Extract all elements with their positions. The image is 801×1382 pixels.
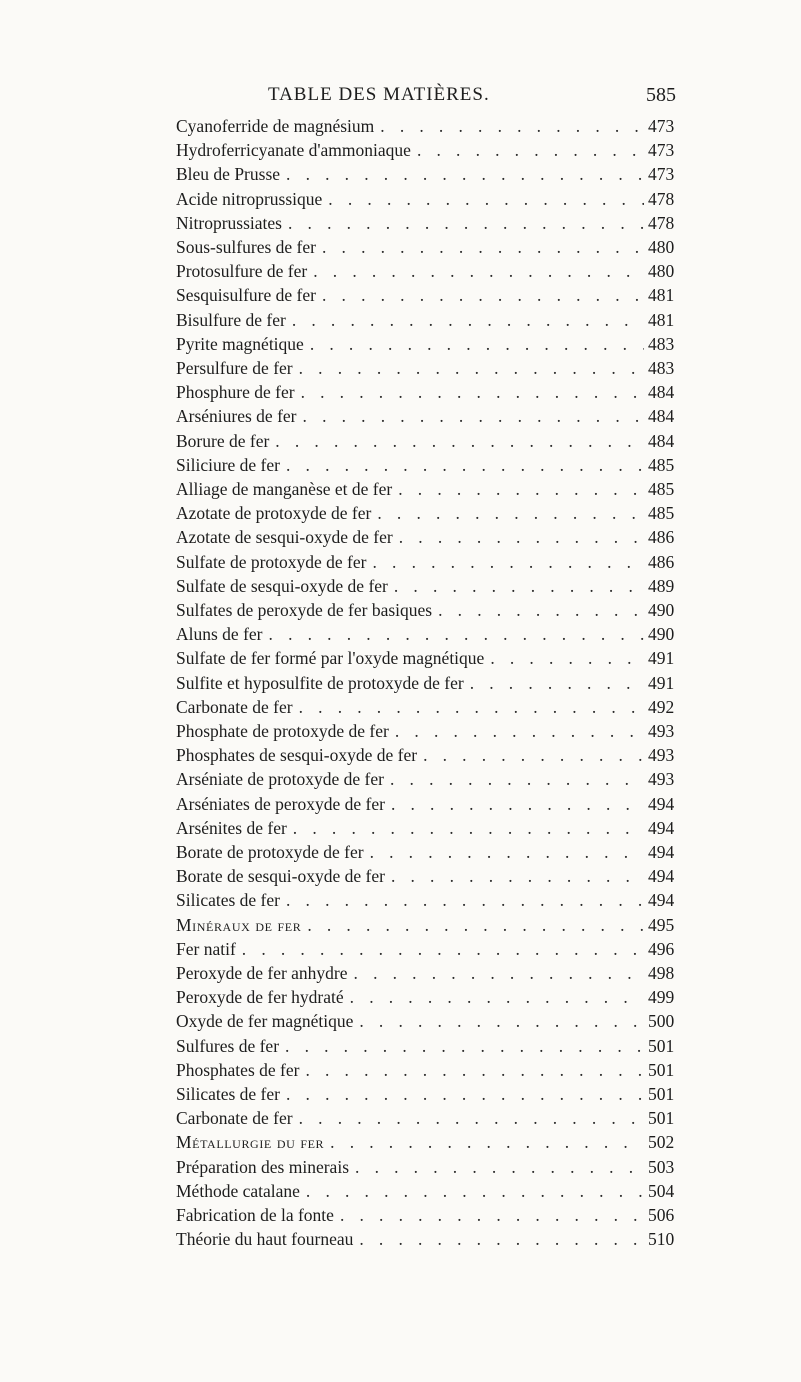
toc-entry-label: Préparation des minerais bbox=[176, 1156, 350, 1177]
toc-entry-label: Sulfures de fer bbox=[176, 1035, 280, 1056]
dot-leader bbox=[394, 574, 644, 598]
toc-entry bbox=[176, 864, 686, 888]
toc-entry-label: Silicates de fer bbox=[176, 1084, 280, 1104]
toc-entry-page: 491 bbox=[648, 672, 675, 693]
toc-entry bbox=[176, 356, 686, 380]
toc-entry-label: Aluns de fer bbox=[176, 624, 263, 645]
toc-entry bbox=[176, 1106, 686, 1130]
toc-entry-label: Arsénites de fer bbox=[176, 817, 287, 838]
dot-leader bbox=[269, 622, 644, 646]
dot-leader bbox=[391, 864, 644, 888]
toc-entry bbox=[176, 404, 686, 428]
toc-entry-page: 496 bbox=[648, 938, 675, 959]
dot-leader bbox=[275, 429, 644, 453]
toc-entry-label: Phosphure de fer bbox=[176, 382, 295, 403]
toc-entry-label: Phosphate de protoxyde de fer bbox=[176, 721, 389, 741]
dot-leader bbox=[306, 1179, 644, 1203]
toc-entry bbox=[176, 1130, 686, 1154]
toc-entry-page: 489 bbox=[648, 575, 675, 596]
toc-entry-label: Silicates de fer bbox=[176, 890, 280, 911]
toc-entry-label: Carbonate de fer bbox=[176, 696, 293, 717]
toc-entry bbox=[176, 671, 686, 695]
dot-leader bbox=[354, 961, 644, 985]
toc-entry-page: 501 bbox=[648, 1035, 675, 1056]
toc-entry-page: 493 bbox=[648, 769, 675, 790]
toc-entry-page: 506 bbox=[648, 1205, 675, 1225]
dot-leader bbox=[288, 211, 644, 235]
dot-leader bbox=[417, 138, 644, 162]
toc-entry-label: Peroxyde de fer anhydre bbox=[176, 963, 348, 983]
toc-entry-page: 485 bbox=[648, 503, 675, 524]
toc-entry-page: 498 bbox=[648, 963, 675, 983]
toc-entry bbox=[176, 622, 686, 646]
toc-entry-page: 510 bbox=[648, 1229, 675, 1250]
toc-entry-label: Phosphates de sesqui-oxyde de fer bbox=[176, 745, 418, 766]
toc-entry-page: 494 bbox=[648, 866, 675, 887]
toc-entry bbox=[176, 598, 686, 622]
toc-entry bbox=[176, 114, 686, 138]
toc-entry-page: 473 bbox=[648, 140, 675, 161]
header-title: TABLE DES MATIÈRES. bbox=[268, 84, 490, 105]
dot-leader bbox=[359, 1009, 644, 1033]
toc-entry bbox=[176, 477, 686, 501]
dot-leader bbox=[372, 550, 644, 574]
toc-entry bbox=[176, 1203, 686, 1227]
toc-entry-label: Cyanoferride de magnésium bbox=[176, 116, 375, 136]
toc-entry-page: 501 bbox=[648, 1108, 675, 1129]
toc-entry-label: Arséniates de peroxyde de fer bbox=[176, 793, 385, 814]
toc-entry-label: Carbonate de fer bbox=[176, 1108, 293, 1129]
toc-entry-label: Siliciure de fer bbox=[176, 454, 280, 475]
toc-entry-label: Borate de sesqui-oxyde de fer bbox=[176, 866, 385, 887]
toc-entry-label: Sous-sulfures de fer bbox=[176, 237, 316, 257]
toc-entry-label: Minéraux de fer bbox=[176, 914, 302, 935]
toc-entry-label: Sulfate de fer formé par l'oxyde magnétique bbox=[176, 648, 485, 669]
dot-leader bbox=[303, 404, 644, 428]
dot-leader bbox=[470, 671, 644, 695]
toc-entry-page: 490 bbox=[648, 624, 675, 645]
toc-entry-label: Sulfite et hyposulfite de protoxyde de fer bbox=[176, 672, 464, 693]
toc-entry-page: 486 bbox=[648, 551, 675, 572]
toc-entry bbox=[176, 283, 686, 307]
toc-entry-label: Acide nitroprussique bbox=[176, 188, 323, 209]
toc-entry-label: Sesquisulfure de fer bbox=[176, 285, 316, 306]
toc-entry-label: Peroxyde de fer hydraté bbox=[176, 987, 344, 1008]
toc-entry-label: Alliage de manganèse et de fer bbox=[176, 479, 393, 499]
toc-entry-label: Persulfure de fer bbox=[176, 358, 293, 378]
toc-entry-label: Sulfate de protoxyde de fer bbox=[176, 551, 367, 572]
toc-entry-page: 485 bbox=[648, 479, 675, 499]
toc-entry bbox=[176, 840, 686, 864]
dot-leader bbox=[395, 719, 644, 743]
toc-entry-page: 481 bbox=[648, 309, 675, 330]
dot-leader bbox=[305, 1058, 644, 1082]
toc-entry bbox=[176, 816, 686, 840]
toc-entry-label: Borate de protoxyde de fer bbox=[176, 842, 364, 862]
toc-entry bbox=[176, 767, 686, 791]
toc-entry-page: 493 bbox=[648, 721, 675, 741]
toc-entry-page: 494 bbox=[648, 842, 675, 862]
toc-entry bbox=[176, 1179, 686, 1203]
toc-entry bbox=[176, 453, 686, 477]
toc-entry-page: 495 bbox=[648, 914, 675, 935]
dot-leader bbox=[390, 767, 644, 791]
dot-leader bbox=[313, 259, 644, 283]
toc-entry bbox=[176, 525, 686, 549]
toc-entry-page: 481 bbox=[648, 285, 675, 306]
toc-entry bbox=[176, 913, 686, 937]
toc-entry bbox=[176, 187, 686, 211]
toc-entry bbox=[176, 695, 686, 719]
toc-entry bbox=[176, 235, 686, 259]
dot-leader bbox=[423, 743, 644, 767]
toc-entry-label: Arséniate de protoxyde de fer bbox=[176, 769, 384, 790]
toc-entry-page: 499 bbox=[648, 987, 675, 1008]
dot-leader bbox=[322, 283, 644, 307]
toc-entry bbox=[176, 429, 686, 453]
toc-entry bbox=[176, 1034, 686, 1058]
toc-entry-label: Arséniures de fer bbox=[176, 406, 297, 427]
toc-entry-page: 494 bbox=[648, 817, 675, 838]
toc-entry-page: 485 bbox=[648, 454, 675, 475]
toc-entry bbox=[176, 550, 686, 574]
toc-entry-page: 484 bbox=[648, 382, 675, 403]
toc-entry bbox=[176, 138, 686, 162]
toc-entry-label: Nitroprussiates bbox=[176, 212, 282, 233]
toc-entry bbox=[176, 501, 686, 525]
toc-entry-page: 494 bbox=[648, 890, 675, 911]
toc-entry bbox=[176, 937, 686, 961]
toc-entry-page: 484 bbox=[648, 406, 675, 427]
dot-leader bbox=[292, 308, 644, 332]
dot-leader bbox=[286, 453, 644, 477]
toc-entry bbox=[176, 646, 686, 670]
toc-entry-page: 490 bbox=[648, 600, 675, 620]
dot-leader bbox=[340, 1203, 644, 1227]
dot-leader bbox=[355, 1155, 644, 1179]
dot-leader bbox=[299, 695, 644, 719]
toc-entry-label: Phosphates de fer bbox=[176, 1059, 300, 1080]
toc-entry-page: 492 bbox=[648, 696, 675, 717]
toc-entry-page: 483 bbox=[648, 333, 675, 354]
toc-entry-page: 501 bbox=[648, 1059, 675, 1080]
toc-entry-page: 502 bbox=[648, 1132, 675, 1153]
toc-entry-page: 493 bbox=[648, 745, 675, 766]
toc-entry bbox=[176, 1058, 686, 1082]
toc-entry bbox=[176, 792, 686, 816]
toc-entry-page: 480 bbox=[648, 261, 675, 282]
toc-entry-page: 473 bbox=[648, 116, 675, 136]
toc-entry-page: 480 bbox=[648, 237, 675, 257]
toc-entry bbox=[176, 380, 686, 404]
toc-entry-page: 500 bbox=[648, 1011, 675, 1032]
toc-entry-label: Fer natif bbox=[176, 938, 236, 959]
toc-entry-label: Hydroferricyanate d'ammoniaque bbox=[176, 140, 411, 161]
toc-entry-page: 473 bbox=[648, 164, 675, 185]
dot-leader bbox=[301, 380, 644, 404]
dot-leader bbox=[350, 985, 644, 1009]
toc-entry bbox=[176, 308, 686, 332]
dot-leader bbox=[380, 114, 644, 138]
header-page-number: 585 bbox=[646, 84, 676, 106]
dot-leader bbox=[285, 1034, 644, 1058]
toc-entry bbox=[176, 985, 686, 1009]
dot-leader bbox=[307, 913, 644, 937]
toc-entry-label: Bisulfure de fer bbox=[176, 309, 286, 330]
dot-leader bbox=[286, 162, 644, 186]
dot-leader bbox=[330, 1130, 644, 1154]
toc-entry bbox=[176, 574, 686, 598]
toc-entry-label: Protosulfure de fer bbox=[176, 261, 308, 282]
dot-leader bbox=[328, 187, 644, 211]
dot-leader bbox=[377, 501, 644, 525]
toc-entry-page: 483 bbox=[648, 358, 675, 378]
toc-entry-page: 503 bbox=[648, 1156, 675, 1177]
toc-entry-page: 478 bbox=[648, 212, 675, 233]
toc-entry-label: Pyrite magnétique bbox=[176, 333, 304, 354]
dot-leader bbox=[359, 1227, 644, 1251]
toc-entry bbox=[176, 332, 686, 356]
toc-entry bbox=[176, 1082, 686, 1106]
toc-entry-page: 486 bbox=[648, 527, 675, 548]
toc-entry-label: Bleu de Prusse bbox=[176, 164, 281, 185]
toc-entry-label: Sulfates de peroxyde de fer basiques bbox=[176, 600, 433, 620]
toc-entry-page: 494 bbox=[648, 793, 675, 814]
dot-leader bbox=[293, 816, 644, 840]
dot-leader bbox=[310, 332, 644, 356]
dot-leader bbox=[299, 1106, 644, 1130]
dot-leader bbox=[242, 937, 644, 961]
toc-entry-page: 501 bbox=[648, 1084, 675, 1104]
toc-entry-page: 504 bbox=[648, 1180, 675, 1201]
dot-leader bbox=[370, 840, 644, 864]
toc-entry-label: Sulfate de sesqui-oxyde de fer bbox=[176, 575, 388, 596]
dot-leader bbox=[299, 356, 644, 380]
toc-entry bbox=[176, 162, 686, 186]
dot-leader bbox=[322, 235, 644, 259]
running-header bbox=[0, 84, 801, 112]
toc-entry-label: Azotate de protoxyde de fer bbox=[176, 503, 372, 524]
toc-entry-label: Théorie du haut fourneau bbox=[176, 1229, 354, 1250]
toc-entry-page: 478 bbox=[648, 188, 675, 209]
dot-leader bbox=[398, 477, 644, 501]
toc-entry-label: Azotate de sesqui-oxyde de fer bbox=[176, 527, 393, 548]
toc-entry-label: Borure de fer bbox=[176, 430, 270, 451]
toc-entry-label: Fabrication de la fonte bbox=[176, 1205, 334, 1225]
toc-entry bbox=[176, 888, 686, 912]
toc-entry-label: Métallurgie du fer bbox=[176, 1132, 325, 1153]
toc-entry-page: 491 bbox=[648, 648, 675, 669]
toc-entry bbox=[176, 1227, 686, 1251]
toc-entry bbox=[176, 211, 686, 235]
dot-leader bbox=[399, 525, 644, 549]
toc-entry-label: Oxyde de fer magnétique bbox=[176, 1011, 354, 1032]
toc-entry bbox=[176, 1155, 686, 1179]
dot-leader bbox=[490, 646, 644, 670]
toc-entry bbox=[176, 1009, 686, 1033]
toc-entry bbox=[176, 719, 686, 743]
toc-entry-page: 484 bbox=[648, 430, 675, 451]
dot-leader bbox=[438, 598, 644, 622]
toc-entry bbox=[176, 743, 686, 767]
dot-leader bbox=[286, 888, 644, 912]
dot-leader bbox=[286, 1082, 644, 1106]
dot-leader bbox=[391, 792, 644, 816]
toc-entry bbox=[176, 259, 686, 283]
toc-entry-label: Méthode catalane bbox=[176, 1180, 300, 1201]
toc-entry bbox=[176, 961, 686, 985]
